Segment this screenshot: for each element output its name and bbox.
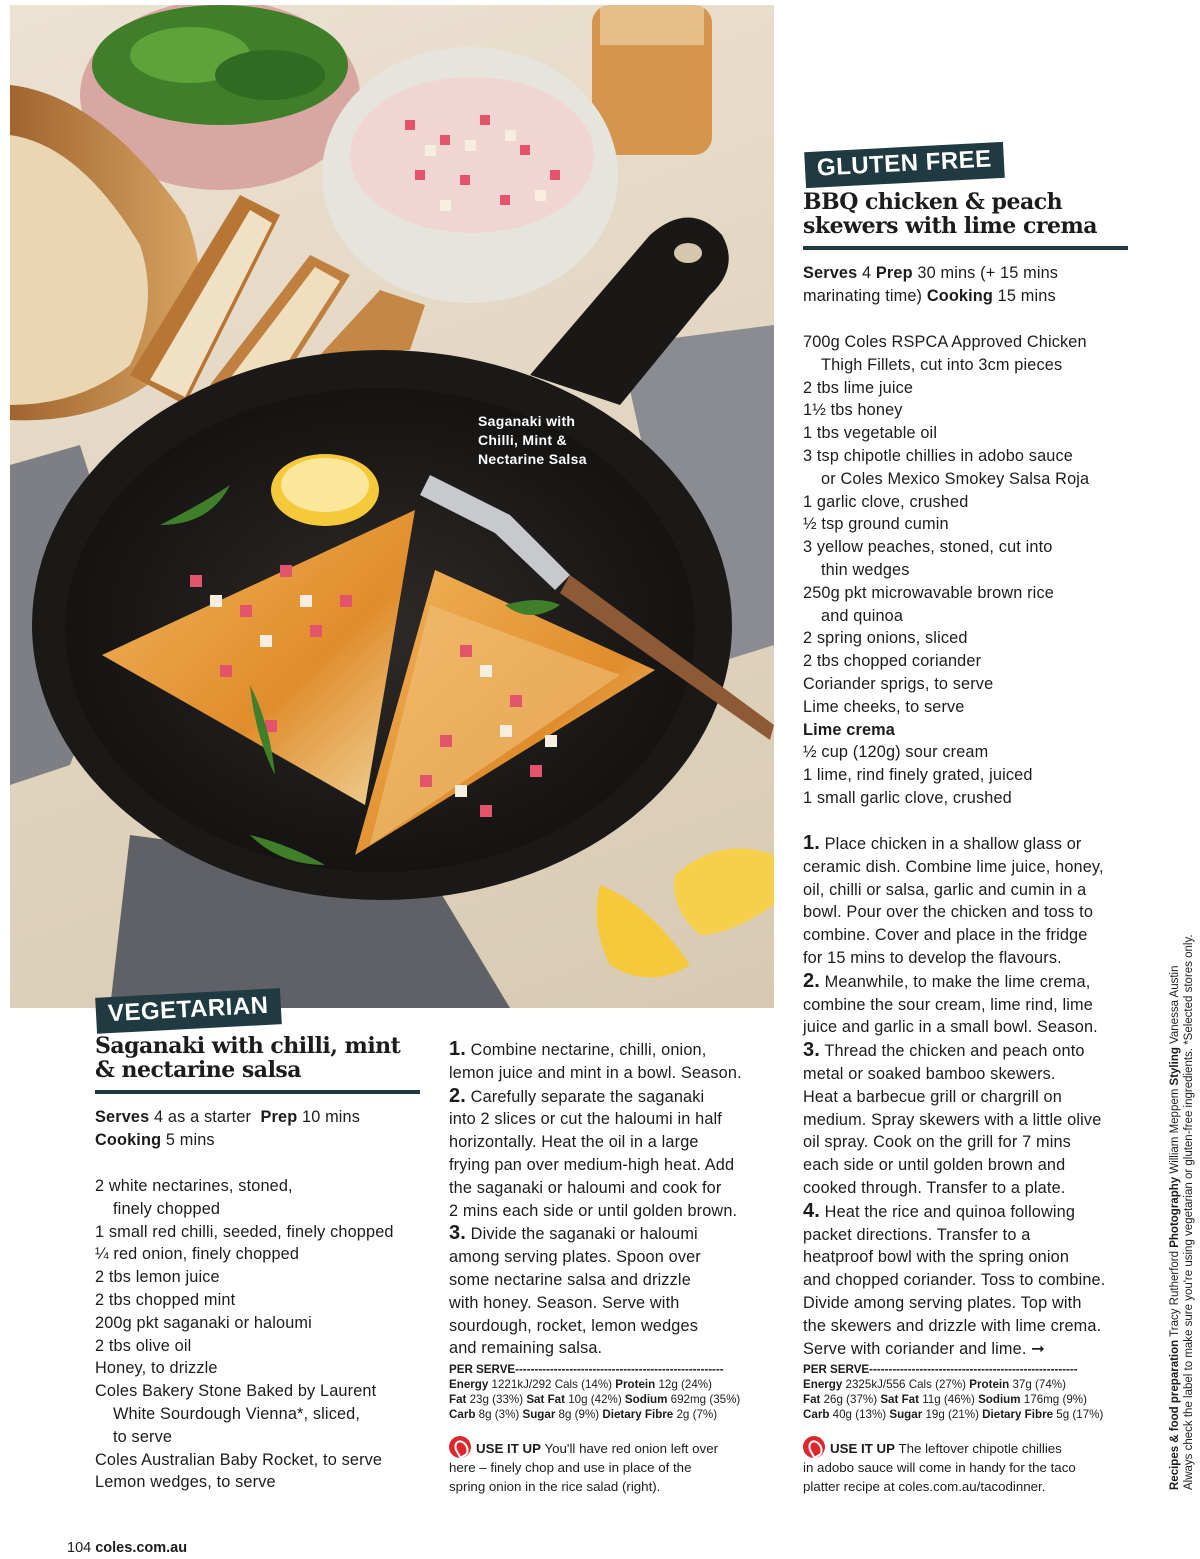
bbq-use-it-up bbox=[803, 1436, 1133, 1496]
method-line bbox=[449, 1337, 779, 1360]
caption-line: Nectarine Salsa bbox=[478, 451, 587, 467]
method-line bbox=[449, 1108, 779, 1131]
ingredient-item: Coles Bakery Stone Baked by Laurent bbox=[95, 1382, 377, 1401]
method-line bbox=[449, 1200, 779, 1223]
ingredient-item: 2 spring onions, sliced bbox=[803, 629, 968, 648]
serves-label: Serves bbox=[803, 264, 858, 282]
use-it-up-label: USE IT UP bbox=[476, 1441, 542, 1456]
saganaki-recipe-title bbox=[95, 1034, 420, 1082]
title-line: Saganaki with chilli, mint bbox=[95, 1033, 401, 1059]
step-text: and remaining salsa. bbox=[449, 1339, 603, 1358]
food-illustration bbox=[10, 5, 774, 1008]
ingredient-item: 200g pkt saganaki or haloumi bbox=[95, 1313, 312, 1332]
nutrient-label: Carb bbox=[803, 1408, 830, 1421]
prep-label: Prep bbox=[260, 1108, 298, 1126]
credit-name: Vanessa Austin bbox=[1169, 965, 1181, 1048]
saganaki-ingredients-list bbox=[95, 1175, 430, 1494]
method-line bbox=[803, 1063, 1133, 1086]
use-it-up-text: in adobo sauce will come in handy for the taco bbox=[803, 1460, 1076, 1475]
nutrient-label: Sodium bbox=[624, 1393, 668, 1406]
cooking-label: Cooking bbox=[95, 1130, 162, 1149]
step-text: among serving plates. Spoon over bbox=[449, 1248, 701, 1267]
ingredient-item: 2 tbs olive oil bbox=[95, 1336, 192, 1355]
step-text: Heat the rice and quinoa following bbox=[824, 1202, 1076, 1221]
page-footer bbox=[67, 1540, 187, 1556]
credit-name: William Meppem bbox=[1169, 1085, 1181, 1177]
nutrient-value: 2325kJ/556 Cals (27%) bbox=[842, 1378, 970, 1391]
use-it-up-line bbox=[803, 1458, 1133, 1477]
saganaki-nutrition bbox=[449, 1362, 774, 1422]
bbq-recipe-title bbox=[803, 190, 1128, 238]
prep-value: 30 mins (+ 15 mins bbox=[917, 264, 1059, 282]
nutrient-label: Sugar bbox=[522, 1408, 556, 1421]
method-line bbox=[803, 1177, 1133, 1200]
step-text: horizontally. Heat the oil in a large bbox=[449, 1133, 699, 1152]
disclaimer-line: Always check the label to make sure you're using vegetarian or gluten-free ingredients. *Selected stores only. bbox=[1183, 934, 1195, 1490]
ingredient-item: 3 yellow peaches, stoned, cut into bbox=[803, 538, 1053, 557]
use-it-up-line bbox=[803, 1436, 1133, 1458]
serves-label: Serves bbox=[95, 1108, 150, 1126]
cooking-value: 15 mins bbox=[997, 286, 1056, 305]
nutrient-label: Sodium bbox=[978, 1393, 1021, 1406]
method-line bbox=[803, 856, 1133, 879]
ingredient-subheading: Lime crema bbox=[803, 720, 896, 739]
per-serve-label: PER SERVE bbox=[449, 1363, 516, 1376]
method-line bbox=[449, 1246, 779, 1269]
prep-value: 10 mins bbox=[301, 1108, 361, 1126]
nutrient-value: 10g (42%) bbox=[564, 1393, 625, 1406]
step-text: Serve with coriander and lime. ➞ bbox=[803, 1339, 1045, 1358]
bbq-meta bbox=[803, 262, 1133, 308]
per-serve-label: PER SERVE bbox=[803, 1363, 870, 1376]
method-line bbox=[803, 1016, 1133, 1039]
credit-role: Photography bbox=[1169, 1176, 1181, 1248]
credits-line bbox=[1168, 810, 1182, 1490]
method-line bbox=[449, 1085, 779, 1109]
method-line bbox=[803, 1109, 1133, 1132]
saganaki-use-it-up bbox=[449, 1436, 779, 1496]
method-line bbox=[803, 970, 1133, 994]
step-number: 3. bbox=[449, 1222, 466, 1245]
ingredient-item: 700g Coles RSPCA Approved Chicken bbox=[803, 333, 1087, 351]
step-number: 4. bbox=[803, 1199, 820, 1222]
bbq-ingredients-list bbox=[803, 331, 1133, 810]
step-text: combine. Cover and place in the fridge bbox=[803, 926, 1088, 945]
prep-label: Prep bbox=[875, 264, 913, 282]
cooking-label: Cooking bbox=[926, 286, 993, 305]
nutrient-value: 2g (7%) bbox=[673, 1408, 718, 1421]
cooking-value: 5 mins bbox=[165, 1130, 215, 1149]
step-text: Combine nectarine, chilli, onion, bbox=[470, 1041, 707, 1059]
nutrient-label: Sugar bbox=[889, 1408, 923, 1421]
step-number: 2. bbox=[449, 1084, 466, 1107]
ingredient-item: 1 garlic clove, crushed bbox=[803, 492, 969, 511]
use-it-up-text: spring onion in the rice salad (right). bbox=[449, 1479, 661, 1494]
credit-role: Styling bbox=[1169, 1047, 1181, 1086]
use-it-up-line bbox=[449, 1458, 779, 1477]
ingredient-item: 2 tbs lemon juice bbox=[95, 1268, 220, 1287]
nutrition-line bbox=[803, 1407, 1125, 1422]
step-number: 1. bbox=[803, 832, 820, 854]
bbq-method bbox=[803, 832, 1133, 1360]
step-text: Meanwhile, to make the lime crema, bbox=[824, 972, 1091, 991]
ingredient-item: 1 small garlic clove, crushed bbox=[803, 788, 1012, 807]
vegetarian-badge: VEGETARIAN bbox=[95, 988, 281, 1034]
ingredient-item: 1½ tbs honey bbox=[803, 401, 903, 420]
ingredient-item: White Sourdough Vienna*, sliced, bbox=[113, 1404, 361, 1423]
step-text: Carefully separate the saganaki bbox=[470, 1087, 705, 1106]
page-number: 104 bbox=[67, 1540, 92, 1556]
bbq-title-rule bbox=[803, 246, 1128, 250]
nutrient-label: Protein bbox=[969, 1378, 1010, 1391]
nutrient-value: 1221kJ/292 Cals (14%) bbox=[488, 1378, 616, 1391]
method-line bbox=[803, 1131, 1133, 1154]
use-it-up-label: USE IT UP bbox=[830, 1441, 896, 1456]
method-line bbox=[449, 1062, 779, 1085]
serves-value: 4 bbox=[862, 264, 872, 282]
use-it-up-icon bbox=[803, 1436, 825, 1458]
nutrient-label: Fat bbox=[803, 1393, 821, 1406]
step-text: sourdough, rocket, lemon wedges bbox=[449, 1316, 699, 1335]
method-line bbox=[449, 1269, 779, 1292]
nutrient-label: Energy bbox=[449, 1378, 489, 1391]
dashed-leader: ------------------------------------------------------ bbox=[869, 1363, 1078, 1376]
ingredient-item: Lemon wedges, to serve bbox=[95, 1473, 276, 1492]
step-text: combine the sour cream, lime rind, lime bbox=[803, 995, 1093, 1014]
hero-photo bbox=[10, 5, 774, 1008]
ingredient-item: and quinoa bbox=[821, 606, 904, 625]
step-text: juice and garlic in a small bowl. Season. bbox=[803, 1018, 1098, 1037]
use-it-up-icon bbox=[449, 1436, 471, 1458]
ingredient-item: or Coles Mexico Smokey Salsa Roja bbox=[821, 469, 1090, 488]
nutrient-label: Sat Fat bbox=[880, 1393, 919, 1406]
saganaki-title-rule bbox=[95, 1090, 420, 1094]
step-number: 2. bbox=[803, 969, 820, 992]
serves-value: 4 as a starter bbox=[154, 1108, 252, 1126]
method-line bbox=[449, 1292, 779, 1315]
nutrient-value: 12g (24%) bbox=[655, 1378, 712, 1391]
nutrition-line bbox=[803, 1377, 1125, 1392]
nutrient-value: 37g (74%) bbox=[1009, 1378, 1066, 1391]
credit-role: Recipes & food preparation bbox=[1169, 1339, 1181, 1490]
method-line bbox=[449, 1222, 779, 1246]
nutrient-value: 8g (3%) bbox=[475, 1408, 523, 1421]
step-text: cooked through. Transfer to a plate. bbox=[803, 1178, 1066, 1197]
nutrient-label: Sat Fat bbox=[526, 1393, 565, 1406]
use-it-up-text: The leftover chipotle chillies bbox=[895, 1441, 1062, 1456]
step-text: oil spray. Cook on the grill for 7 mins bbox=[803, 1133, 1071, 1152]
ingredient-item: 3 tsp chipotle chillies in adobo sauce bbox=[803, 446, 1073, 465]
step-text: Thread the chicken and peach onto bbox=[824, 1042, 1085, 1061]
title-line: skewers with lime crema bbox=[803, 213, 1097, 239]
use-it-up-text: You'll have red onion left over bbox=[541, 1441, 719, 1456]
nutrient-value: 8g (9%) bbox=[555, 1408, 603, 1421]
step-text: and chopped coriander. Toss to combine. bbox=[803, 1271, 1106, 1290]
ingredient-item: Honey, to drizzle bbox=[95, 1359, 218, 1378]
nutrition-line bbox=[803, 1392, 1125, 1407]
method-line bbox=[803, 1292, 1133, 1315]
nutrient-value: 5g (17%) bbox=[1053, 1408, 1104, 1421]
footer-site-link[interactable]: coles.com.au bbox=[95, 1540, 188, 1556]
step-text: the saganaki or haloumi and cook for bbox=[449, 1178, 722, 1197]
use-it-up-line bbox=[449, 1436, 779, 1458]
step-text: medium. Spray skewers with a little olive bbox=[803, 1110, 1102, 1129]
method-line bbox=[803, 832, 1133, 856]
step-text: for 15 mins to develop the flavours. bbox=[803, 948, 1062, 967]
method-line bbox=[449, 1038, 779, 1062]
ingredient-item: finely chopped bbox=[113, 1199, 221, 1218]
ingredient-item: 1 small red chilli, seeded, finely chopped bbox=[95, 1222, 394, 1241]
method-line bbox=[803, 1224, 1133, 1247]
method-line bbox=[803, 1086, 1133, 1109]
ingredient-item: ½ cup (120g) sour cream bbox=[803, 743, 989, 762]
method-line bbox=[803, 879, 1133, 902]
step-text: metal or soaked bamboo skewers. bbox=[803, 1064, 1056, 1083]
nutrient-value: 692mg (35%) bbox=[667, 1393, 741, 1406]
step-text: oil, chilli or salsa, garlic and cumin in a bbox=[803, 880, 1087, 899]
ingredient-item: to serve bbox=[113, 1427, 173, 1446]
nutrient-value: 23g (33%) bbox=[466, 1393, 527, 1406]
method-line bbox=[803, 1039, 1133, 1063]
dashed-leader: ------------------------------------------------------ bbox=[515, 1363, 724, 1376]
ingredient-item: Thigh Fillets, cut into 3cm pieces bbox=[821, 355, 1063, 374]
nutrition-line bbox=[449, 1377, 774, 1392]
step-text: Divide among serving plates. Top with bbox=[803, 1293, 1082, 1312]
ingredient-item: 2 tbs chopped coriander bbox=[803, 652, 982, 671]
step-number: 3. bbox=[803, 1039, 820, 1062]
method-line bbox=[803, 1315, 1133, 1338]
ingredient-item: 2 tbs lime juice bbox=[803, 378, 914, 397]
method-line bbox=[803, 1246, 1133, 1269]
step-text: ceramic dish. Combine lime juice, honey, bbox=[803, 857, 1104, 876]
use-it-up-text: platter recipe at coles.com.au/tacodinner. bbox=[803, 1479, 1046, 1494]
use-it-up-line bbox=[803, 1477, 1133, 1496]
ingredient-item: 1 tbs vegetable oil bbox=[803, 424, 938, 443]
method-line bbox=[803, 901, 1133, 924]
title-line: BBQ chicken & peach bbox=[803, 189, 1063, 215]
step-text: Place chicken in a shallow glass or bbox=[824, 835, 1082, 853]
step-text: packet directions. Transfer to a bbox=[803, 1225, 1031, 1244]
method-line bbox=[803, 1154, 1133, 1177]
nutrition-line bbox=[449, 1407, 774, 1422]
ingredient-item: 1 lime, rind finely grated, juiced bbox=[803, 766, 1033, 785]
use-it-up-text: here – finely chop and use in place of the bbox=[449, 1460, 692, 1475]
nutrient-value: 40g (13%) bbox=[829, 1408, 890, 1421]
nutrient-label: Dietary Fibre bbox=[602, 1408, 674, 1421]
ingredient-item: 2 tbs chopped mint bbox=[95, 1290, 236, 1309]
prep-note: marinating time) bbox=[803, 286, 923, 305]
nutrient-label: Protein bbox=[615, 1378, 656, 1391]
step-number: 1. bbox=[449, 1038, 466, 1060]
nutrient-value: 26g (37%) bbox=[820, 1393, 881, 1406]
step-text: Divide the saganaki or haloumi bbox=[470, 1225, 698, 1244]
nutrient-label: Carb bbox=[449, 1408, 476, 1421]
method-line bbox=[803, 1338, 1133, 1361]
caption-line: Saganaki with bbox=[478, 413, 576, 429]
ingredient-item: 2 white nectarines, stoned, bbox=[95, 1177, 293, 1195]
per-serve-heading bbox=[803, 1362, 1125, 1377]
saganaki-method bbox=[449, 1038, 779, 1360]
step-text: bowl. Pour over the chicken and toss to bbox=[803, 903, 1094, 922]
use-it-up-line bbox=[449, 1477, 779, 1496]
method-line bbox=[803, 994, 1133, 1017]
caption-line: Chilli, Mint & bbox=[478, 432, 567, 448]
per-serve-heading bbox=[449, 1362, 774, 1377]
credit-name: Tracy Rutherford bbox=[1169, 1247, 1181, 1340]
step-text: frying pan over medium-high heat. Add bbox=[449, 1155, 735, 1174]
side-credits bbox=[1168, 810, 1196, 1490]
gluten-free-badge: GLUTEN FREE bbox=[804, 142, 1004, 188]
method-line bbox=[449, 1154, 779, 1177]
step-text: some nectarine salsa and drizzle bbox=[449, 1270, 691, 1289]
ingredient-item: Coriander sprigs, to serve bbox=[803, 674, 994, 693]
step-text: with honey. Season. Serve with bbox=[449, 1293, 680, 1312]
nutrition-line bbox=[449, 1392, 774, 1407]
nutrient-label: Fat bbox=[449, 1393, 467, 1406]
nutrient-label: Dietary Fibre bbox=[982, 1408, 1054, 1421]
step-text: lemon juice and mint in a bowl. Season. bbox=[449, 1063, 742, 1082]
step-text: 2 mins each side or until golden brown. bbox=[449, 1201, 738, 1220]
nutrient-value: 11g (46%) bbox=[918, 1393, 979, 1406]
ingredient-item: Coles Australian Baby Rocket, to serve bbox=[95, 1450, 383, 1469]
step-text: heatproof bowl with the spring onion bbox=[803, 1248, 1070, 1267]
method-line bbox=[803, 1269, 1133, 1292]
bbq-nutrition bbox=[803, 1362, 1125, 1422]
method-line bbox=[449, 1315, 779, 1338]
method-line bbox=[449, 1131, 779, 1154]
step-text: Heat a barbecue grill or chargrill on bbox=[803, 1087, 1062, 1106]
step-text: the skewers and drizzle with lime crema. bbox=[803, 1316, 1102, 1335]
step-text: into 2 slices or cut the haloumi in half bbox=[449, 1110, 722, 1129]
ingredient-item: ¼ red onion, finely chopped bbox=[95, 1245, 300, 1264]
method-line bbox=[803, 947, 1133, 970]
title-line: & nectarine salsa bbox=[95, 1057, 302, 1083]
saganaki-meta bbox=[95, 1106, 425, 1152]
method-line bbox=[803, 1200, 1133, 1224]
nutrient-value: 19g (21%) bbox=[922, 1408, 983, 1421]
nutrient-value: 176mg (9%) bbox=[1020, 1393, 1087, 1406]
ingredient-item: ½ tsp ground cumin bbox=[803, 515, 949, 534]
method-line bbox=[803, 924, 1133, 947]
method-line bbox=[449, 1177, 779, 1200]
photo-caption bbox=[478, 412, 628, 469]
nutrient-label: Energy bbox=[803, 1378, 843, 1391]
ingredient-item: Lime cheeks, to serve bbox=[803, 697, 965, 716]
step-text: each side or until golden brown and bbox=[803, 1156, 1066, 1175]
ingredient-item: 250g pkt microwavable brown rice bbox=[803, 583, 1054, 602]
ingredient-item: thin wedges bbox=[821, 560, 910, 579]
